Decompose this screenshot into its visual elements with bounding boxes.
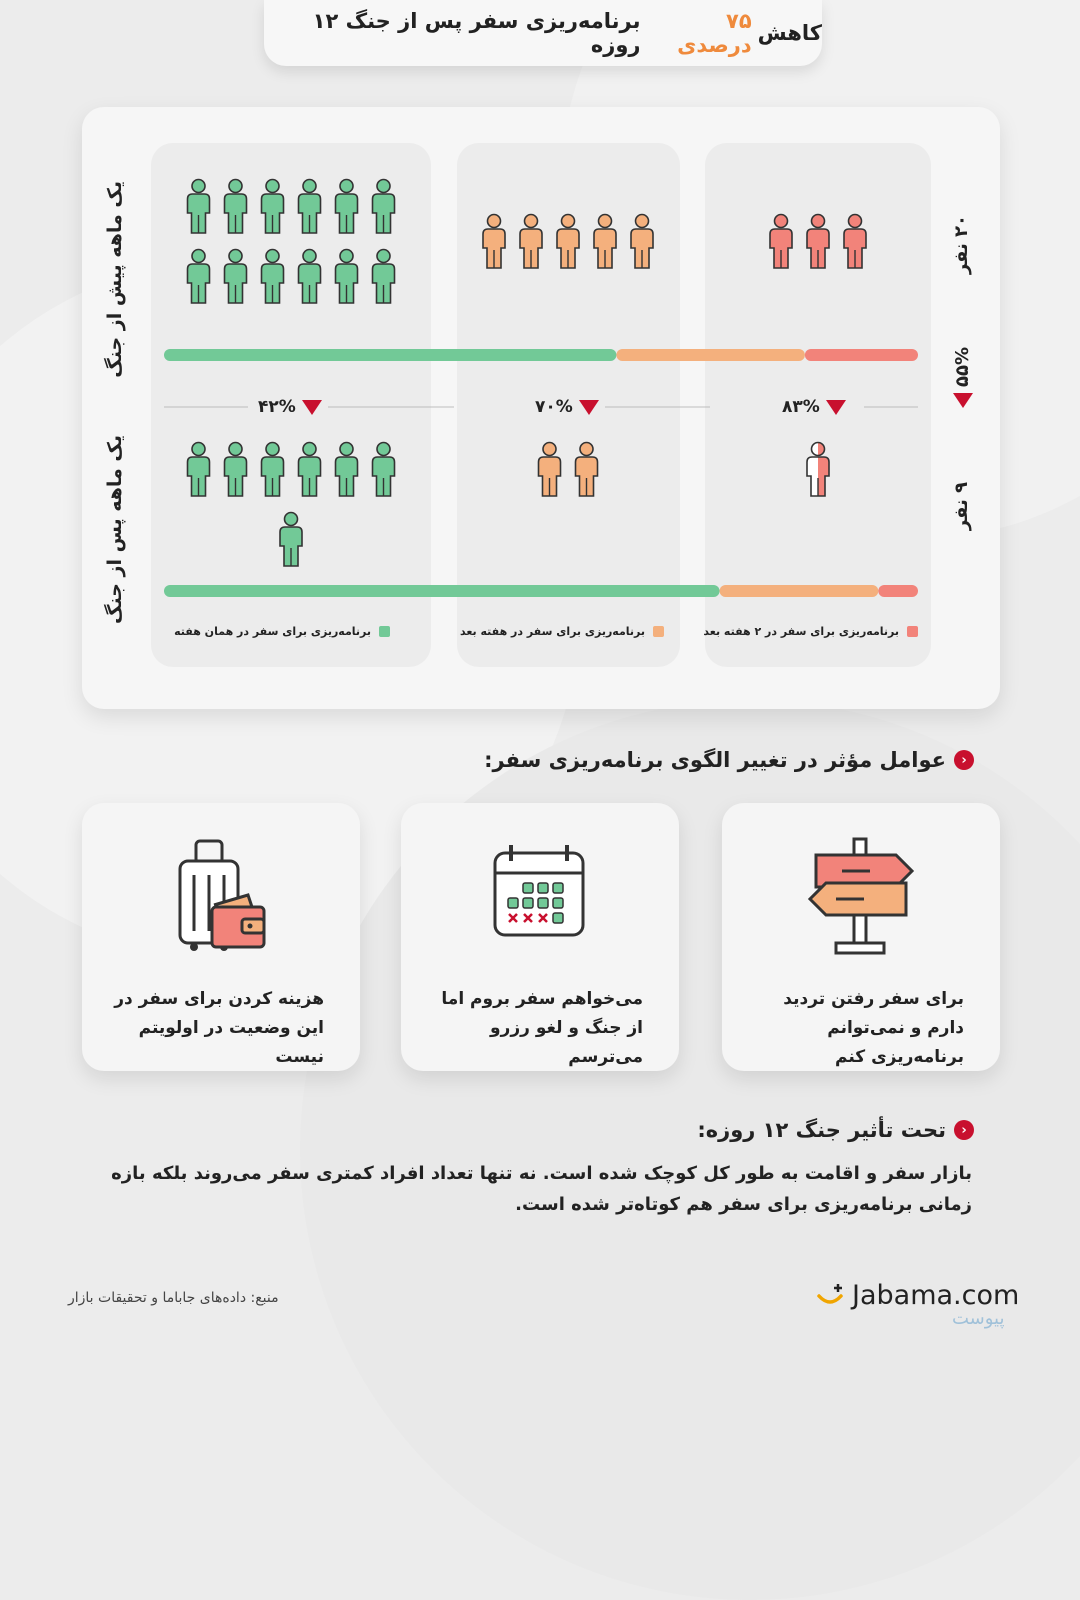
person-icon (188, 443, 210, 497)
person-icon (188, 180, 210, 234)
signpost-icon (796, 831, 926, 961)
person-icon (373, 250, 395, 304)
bar-segment (720, 585, 879, 597)
page-title: کاهش ۷۵ درصدی برنامه‌ریزی سفر پس از جنگ ۱۲ روزه (264, 0, 822, 66)
person-icon (557, 215, 579, 269)
person-icon (807, 215, 829, 269)
legend-same-week: برنامه‌ریزی برای سفر در همان هفته (174, 625, 390, 638)
impact-heading: ‹ تحت تأثیر جنگ ۱۲ روزه: (697, 1118, 974, 1142)
person-icon (807, 443, 829, 497)
change-same-week: ۴۲% (258, 397, 322, 417)
person-icon (373, 443, 395, 497)
down-arrow-icon (579, 400, 599, 415)
bar-segment (164, 349, 616, 361)
factor-card-hesitation (722, 803, 1000, 1071)
factor-text: می‌خواهم سفر بروم اما از جنگ و لغو رزرو می‌ترسم (441, 989, 643, 1067)
bar-segment (164, 585, 720, 597)
change-next-week: ۷۰% (535, 397, 599, 417)
person-icon (225, 180, 247, 234)
person-icon (576, 443, 598, 497)
person-icon (336, 250, 358, 304)
person-icon (262, 250, 284, 304)
person-icon (188, 250, 210, 304)
row-label-after: یک ماهه پس از جنگ (104, 435, 126, 624)
person-icon (299, 250, 321, 304)
person-icon (770, 215, 792, 269)
factor-text: هزینه کردن برای سفر در این وضعیت در اولویتم نیست (114, 989, 324, 1067)
source-note: منبع: داده‌های جاباما و تحقیقات بازار (68, 1290, 279, 1306)
chevron-icon: ‹ (954, 750, 974, 770)
bar-segment (805, 349, 918, 361)
total-after: ۹ نفر (951, 482, 972, 531)
factors-heading: ‹ عوامل مؤثر در تغییر الگوی برنامه‌ریزی سفر: (484, 748, 974, 772)
total-before: ۲۰ نفر (951, 215, 972, 275)
factor-card-fear (401, 803, 679, 1071)
person-icon (280, 513, 302, 567)
person-icon (336, 180, 358, 234)
person-icon (483, 215, 505, 269)
person-icon (299, 180, 321, 234)
person-icon (844, 215, 866, 269)
down-arrow-icon (953, 393, 973, 408)
calendar-icon (475, 831, 605, 961)
bar-segment (878, 585, 918, 597)
person-icon (373, 180, 395, 234)
chart-panel (82, 107, 1000, 709)
title-highlight: ۷۵ درصدی (677, 9, 752, 57)
person-icon (262, 180, 284, 234)
total-change-value: ۵۵% (952, 347, 973, 388)
total-change (952, 347, 973, 408)
chevron-icon: ‹ (954, 1120, 974, 1140)
bar-segment (616, 349, 805, 361)
impact-paragraph: بازار سفر و اقامت به طور کل کوچک شده است. نه تنها تعداد افراد کمتری سفر می‌روند بلکه بازه زمانی برنامه‌ریزی برای سفر هم کوتاه‌تر شده است. (111, 1163, 972, 1215)
legend-next-week: برنامه‌ریزی برای سفر در هفته بعد (460, 625, 664, 638)
person-icon (520, 215, 542, 269)
person-icon (594, 215, 616, 269)
person-icon (225, 443, 247, 497)
factor-text: برای سفر رفتن تردید دارم و نمی‌توانم برنامه‌ریزی کنم (783, 989, 964, 1067)
person-icon (262, 443, 284, 497)
legend-two-weeks: برنامه‌ریزی برای سفر در ۲ هفته بعد (703, 625, 918, 638)
down-arrow-icon (302, 400, 322, 415)
person-icon (225, 250, 247, 304)
watermark: پیوست (952, 1308, 1005, 1329)
person-icon (539, 443, 561, 497)
change-two-weeks: ۸۳% (782, 397, 846, 417)
down-arrow-icon (826, 400, 846, 415)
person-icon (631, 215, 653, 269)
row-label-before: یک ماهه پیش از جنگ (104, 181, 126, 378)
smile-plus-icon (816, 1282, 846, 1310)
person-icon (299, 443, 321, 497)
person-icon (336, 443, 358, 497)
suitcase-wallet-icon (156, 831, 286, 961)
jabama-logo: Jabama.com (816, 1280, 1019, 1311)
factor-card-cost (82, 803, 360, 1071)
